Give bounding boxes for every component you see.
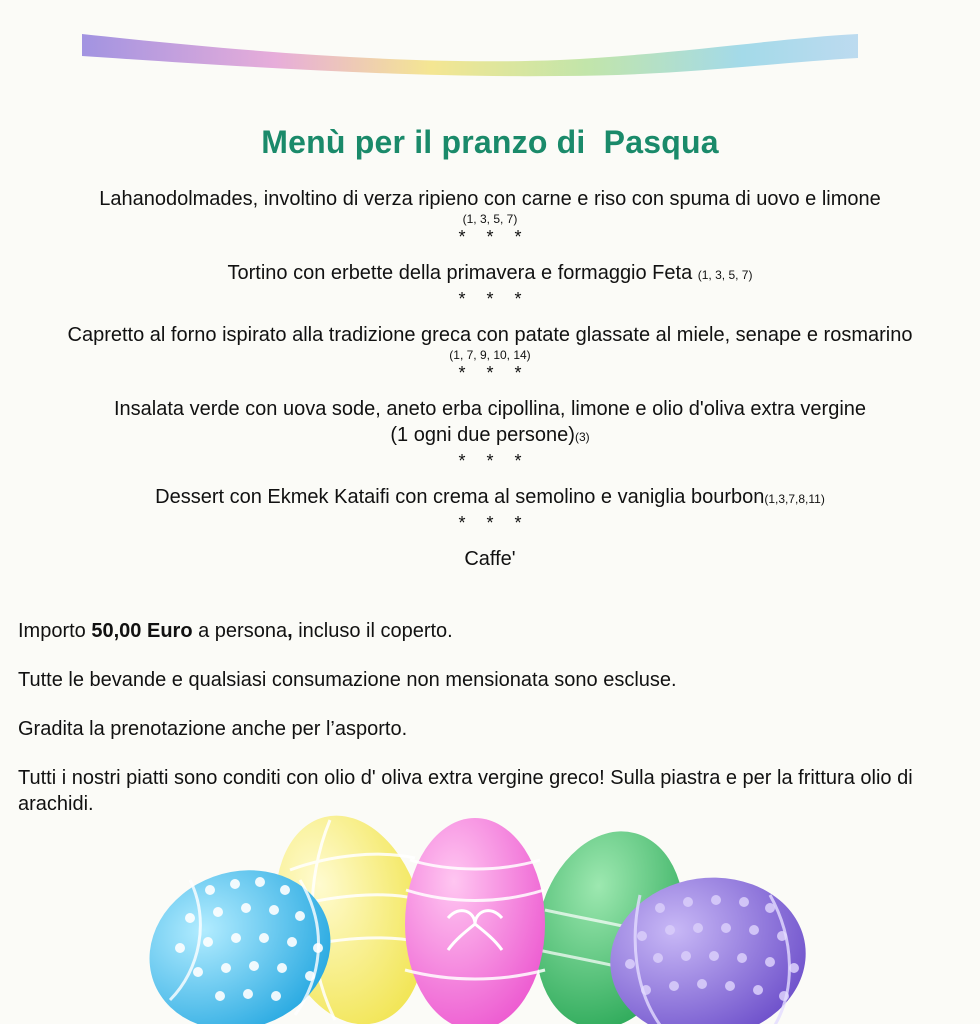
dish-name: Insalata verde con uova sode, aneto erba cipollina, limone e olio d'oliva extra vergine: [113, 398, 867, 420]
allergen-codes: (1, 3, 5, 7): [462, 212, 518, 226]
pink-egg: [405, 818, 545, 1024]
rainbow-ribbon-banner: [80, 26, 860, 78]
allergen-codes: (1, 7, 9, 10, 14): [449, 348, 531, 362]
separator-stars: * * *: [458, 451, 530, 471]
menu-item: [0, 484, 980, 512]
easter-eggs-illustration: [130, 800, 820, 1024]
separator-stars: * * *: [458, 227, 530, 247]
menu-item-coffee: Caffe': [464, 548, 516, 570]
allergen-codes: (1, 3, 5, 7): [697, 268, 753, 282]
allergen-codes: (3): [574, 430, 590, 444]
menu-item: [0, 322, 980, 348]
price-amount: 50,00 Euro: [91, 620, 193, 642]
drinks-note: Tutte le bevande e qualsiasi consumazione non mensionata sono escluse.: [18, 669, 677, 691]
menu-item: [0, 186, 980, 212]
oil-note: Tutti i nostri piatti sono conditi con olio d' oliva extra vergine greco! Sulla piastra e per la frittura olio di arachidi.: [18, 767, 913, 815]
dish-name: Lahanodolmades, involtino di verza ripieno con carne e riso con spuma di uovo e limone: [99, 188, 881, 210]
menu-list: [0, 186, 980, 572]
page-title: Menù per il pranzo di Pasqua: [261, 124, 719, 160]
dish-name: Dessert con Ekmek Kataifi con crema al semolino e vaniglia bourbon: [155, 486, 765, 508]
menu-item: [0, 260, 980, 288]
dish-name: Tortino con erbette della primavera e formaggio Feta: [227, 262, 693, 284]
dish-note: [0, 422, 980, 450]
dish-name: Capretto al forno ispirato alla tradizione greca con patate glassate al miele, senape e rosmarino: [67, 324, 913, 346]
serving-note: (1 ogni due persone): [390, 424, 575, 446]
booking-note: Gradita la prenotazione anche per l’asporto.: [18, 718, 408, 740]
price-line: Importo 50,00 Euro a persona, incluso il coperto.: [18, 620, 453, 642]
separator-stars: * * *: [458, 289, 530, 309]
separator-stars: * * *: [458, 363, 530, 383]
allergen-codes: (1,3,7,8,11): [764, 492, 825, 506]
menu-item: [0, 396, 980, 422]
separator-stars: * * *: [458, 513, 530, 533]
